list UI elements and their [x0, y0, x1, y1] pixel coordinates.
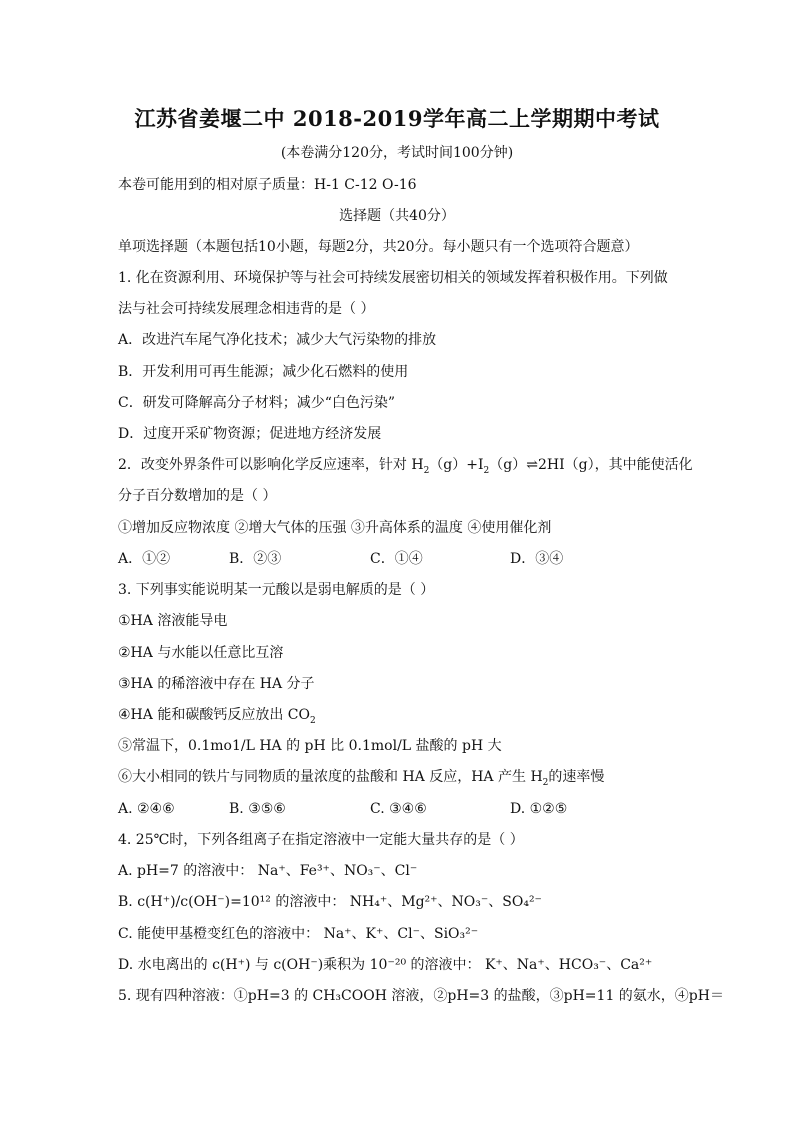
q5-stem: 5. 现有四种溶液：①pH=3 的 CH₃COOH 溶液，②pH=3 的盐酸，③pH=11 的氨水，④pH＝ — [118, 988, 724, 1004]
q2-stem-line2: 分子百分数增加的是（ ） — [118, 488, 277, 504]
q2-conditions: ①增加反应物浓度 ②增大气体的压强 ③升高体系的温度 ④使用催化剂 — [118, 520, 552, 536]
q1-option-a: A．改进汽车尾气净化技术；减少大气污染物的排放 — [118, 332, 437, 348]
q3-stem: 3. 下列事实能说明某一元酸以是弱电解质的是（ ） — [118, 582, 435, 598]
q3-statement-6-part2: 的速率慢 — [548, 769, 605, 785]
q2-subscript-h2: 2 — [423, 465, 430, 476]
q1-stem-line1: 1. 化在资源利用、环境保护等与社会可持续发展密切相关的领域发挥着积极作用。下列做 — [118, 270, 668, 286]
q2-stem-line1 — [118, 455, 693, 476]
q1-option-d: D．过度开采矿物资源；促进地方经济发展 — [118, 426, 382, 442]
q2-option-b: B．②③ — [229, 551, 282, 567]
q3-statement-3: ③HA 的稀溶液中存在 HA 分子 — [118, 676, 315, 692]
q2-subscript-i2: 2 — [483, 465, 490, 476]
q4-option-d: D. 水电离出的 c(H⁺) 与 c(OH⁻)乘积为 10⁻²⁰ 的溶液中： K⁺、Na⁺、HCO₃⁻、Ca²⁺ — [118, 957, 653, 973]
q3-statement-6 — [118, 767, 678, 787]
q1-stem-line2: 法与社会可持续发展理念相违背的是（ ） — [118, 301, 375, 317]
q4-option-a: A. pH=7 的溶液中： Na⁺、Fe³⁺、NO₃⁻、Cl⁻ — [118, 863, 418, 879]
q4-stem: 4. 25℃时，下列各组离子在指定溶液中一定能大量共存的是（ ） — [118, 832, 524, 848]
q1-option-c: C．研发可降解高分子材料；减少“白色污染” — [118, 395, 396, 411]
q3-subscript-h2: 2 — [542, 777, 549, 788]
q3-option-a: A. ②④⑥ — [118, 801, 175, 817]
q4-option-c: C. 能使甲基橙变红色的溶液中： Na⁺、K⁺、Cl⁻、SiO₃²⁻ — [118, 926, 479, 942]
q2-stem-part3: （g）⇌2HI（g），其中能使活化 — [489, 457, 693, 473]
q3-option-d: D. ①②⑤ — [510, 801, 568, 817]
q3-statement-1: ①HA 溶液能导电 — [118, 613, 228, 629]
q2-option-c: C．①④ — [370, 551, 423, 567]
instructions: 单项选择题（本题包括10小题，每题2分，共20分。每小题只有一个选项符合题意） — [118, 239, 639, 255]
q3-statement-5: ⑤常温下，0.1mo1/L HA 的 pH 比 0.1mol/L 盐酸的 pH 大 — [118, 738, 502, 754]
q2-option-a: A．①② — [118, 551, 171, 567]
q3-statement-4-text: ④HA 能和碳酸钙反应放出 CO — [118, 707, 310, 723]
q1-option-b: B．开发利用可再生能源；减少化石燃料的使用 — [118, 364, 409, 380]
exam-subtitle: (本卷满分120分，考试时间100分钟) — [280, 145, 514, 161]
q3-option-b: B. ③⑤⑥ — [229, 801, 286, 817]
q3-statement-6-part1: ⑥大小相同的铁片与同物质的量浓度的盐酸和 HA 反应，HA 产生 H — [118, 769, 543, 785]
section-heading: 选择题（共40分） — [339, 208, 455, 224]
q3-statement-4 — [118, 705, 678, 725]
q2-stem-part1: 2．改变外界条件可以影响化学反应速率，针对 H — [118, 457, 424, 473]
exam-title: 江苏省姜堰二中 2018-2019学年高二上学期期中考试 — [134, 106, 660, 131]
q3-option-c: C. ③④⑥ — [370, 801, 427, 817]
q4-option-b: B. c(H⁺)/c(OH⁻)=10¹² 的溶液中： NH₄⁺、Mg²⁺、NO₃⁻、SO₄²⁻ — [118, 894, 542, 910]
q2-stem-part2: （g）+I — [429, 457, 484, 473]
q2-option-d: D．③④ — [510, 551, 564, 567]
q3-subscript-co2: 2 — [309, 715, 316, 726]
q3-statement-2: ②HA 与水能以任意比互溶 — [118, 645, 284, 661]
atomic-mass-note: 本卷可能用到的相对原子质量：H-1 C-12 O-16 — [118, 177, 417, 193]
